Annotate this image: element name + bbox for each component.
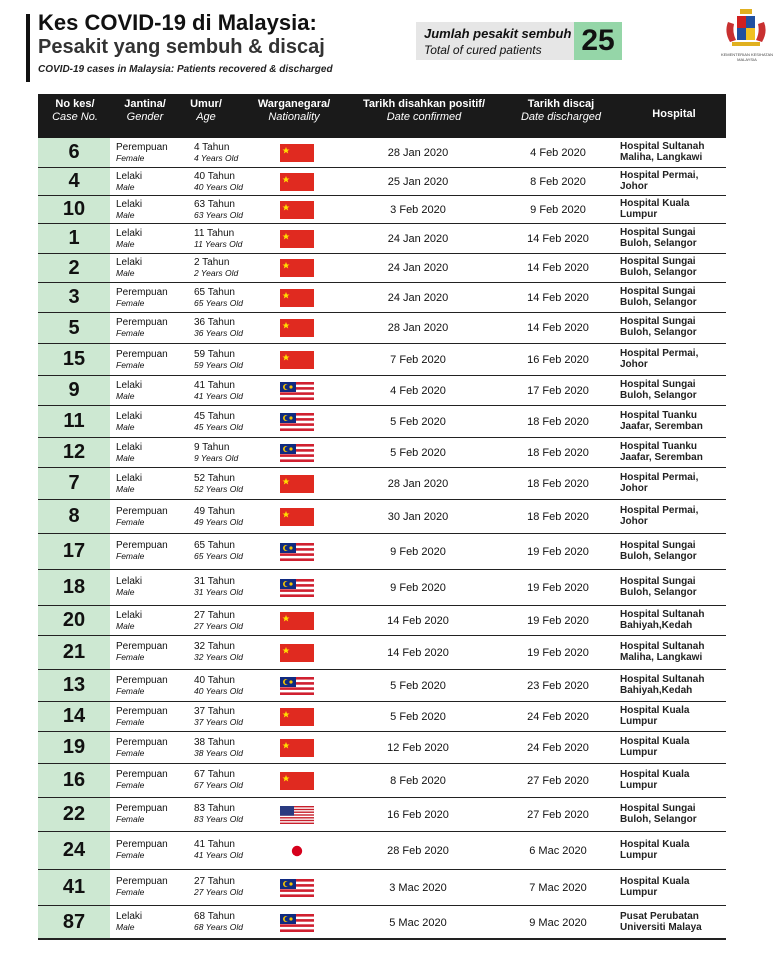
column-header-date-confirmed: Tarikh disahkan positif/ Date confirmed [362,98,486,123]
gender-cell: Perempuan Female [116,706,168,727]
gender-cell: Perempuan Female [116,317,168,338]
case-number: 18 [38,570,110,605]
case-number: 20 [38,606,110,635]
gender-cell: Perempuan Female [116,839,168,860]
date-discharged: 18 Feb 2020 [527,511,589,523]
china-flag-icon [280,259,314,277]
table-row [38,168,726,196]
hospital-cell: Pusat Perubatan Universiti Malaya [620,911,702,933]
date-confirmed: 25 Jan 2020 [387,176,449,188]
hospital-cell: Hospital Sultanah Maliha, Langkawi [620,141,705,163]
column-header-hospital: Hospital [652,108,696,120]
date-confirmed: 28 Feb 2020 [387,845,449,857]
hospital-cell: Hospital Kuala Lumpur [620,839,690,861]
hospital-cell: Hospital Tuanku Jaafar, Seremban [620,410,703,432]
date-discharged: 17 Feb 2020 [527,385,589,397]
age-cell: 40 Tahun 40 Years Old [194,675,243,696]
gender-cell: Perempuan Female [116,349,168,370]
table-row [38,138,726,168]
table-row [38,570,726,606]
hospital-cell: Hospital Kuala Lumpur [620,876,690,898]
age-cell: 67 Tahun 67 Years Old [194,769,243,790]
age-cell: 36 Tahun 36 Years Old [194,317,243,338]
china-flag-icon [280,319,314,337]
age-cell: 68 Tahun 68 Years Old [194,911,243,932]
china-flag-icon [280,230,314,248]
age-cell: 32 Tahun 32 Years Old [194,641,243,662]
hospital-cell: Hospital Kuala Lumpur [620,769,690,791]
date-confirmed: 5 Feb 2020 [390,711,446,723]
table-row [38,468,726,500]
date-discharged: 6 Mac 2020 [529,845,587,857]
age-cell: 49 Tahun 49 Years Old [194,506,243,527]
case-number: 24 [38,832,110,869]
cured-label-ms: Jumlah pesakit sembuh [424,26,572,41]
column-header-gender: Jantina/ Gender [124,98,166,123]
malaysia-flag-icon [280,543,314,561]
china-flag-icon [280,144,314,162]
hospital-cell: Hospital Permai, Johor [620,472,699,494]
case-number: 15 [38,344,110,375]
china-flag-icon [280,475,314,493]
date-discharged: 14 Feb 2020 [527,233,589,245]
china-flag-icon [280,644,314,662]
case-number: 22 [38,798,110,831]
china-flag-icon [280,289,314,307]
table-row [38,606,726,636]
malaysia-flag-icon [280,444,314,462]
case-table [38,138,726,940]
date-confirmed: 9 Feb 2020 [390,582,446,594]
date-discharged: 14 Feb 2020 [527,292,589,304]
gender-cell: Lelaki Male [116,411,143,432]
age-cell: 41 Tahun 41 Years Old [194,839,243,860]
hospital-cell: Hospital Permai, Johor [620,170,699,192]
column-header-case: No kes/ Case No. [52,98,98,123]
date-confirmed: 5 Mac 2020 [389,917,447,929]
gender-cell: Lelaki Male [116,199,143,220]
date-confirmed: 9 Feb 2020 [390,546,446,558]
age-cell: 2 Tahun 2 Years Old [194,257,239,278]
table-row [38,832,726,870]
hospital-cell: Hospital Sungai Buloh, Selangor [620,576,697,598]
case-number: 9 [38,376,110,405]
table-row [38,406,726,438]
age-cell: 4 Tahun 4 Years Old [194,142,239,163]
case-number: 19 [38,732,110,763]
age-cell: 9 Tahun 9 Years Old [194,442,239,463]
hospital-cell: Hospital Tuanku Jaafar, Seremban [620,441,703,463]
age-cell: 11 Tahun 11 Years Old [194,228,243,249]
hospital-cell: Hospital Sungai Buloh, Selangor [620,803,697,825]
malaysia-flag-icon [280,382,314,400]
date-confirmed: 12 Feb 2020 [387,742,449,754]
table-row [38,534,726,570]
china-flag-icon [280,772,314,790]
table-row [38,670,726,702]
hospital-cell: Hospital Sungai Buloh, Selangor [620,540,697,562]
age-cell: 41 Tahun 41 Years Old [194,380,243,401]
table-row [38,283,726,313]
case-number: 17 [38,534,110,569]
date-discharged: 9 Mac 2020 [529,917,587,929]
table-row [38,702,726,732]
date-confirmed: 8 Feb 2020 [390,775,446,787]
hospital-cell: Hospital Sungai Buloh, Selangor [620,379,697,401]
date-discharged: 24 Feb 2020 [527,711,589,723]
table-row [38,636,726,670]
gender-cell: Lelaki Male [116,228,143,249]
china-flag-icon [280,708,314,726]
title-bar-decoration [26,14,30,82]
hospital-cell: Hospital Sungai Buloh, Selangor [620,256,697,278]
date-discharged: 24 Feb 2020 [527,742,589,754]
page-title: Kes COVID-19 di Malaysia: [38,10,317,35]
japan-flag-icon [280,842,314,860]
date-confirmed: 30 Jan 2020 [387,511,449,523]
china-flag-icon [280,351,314,369]
date-confirmed: 7 Feb 2020 [390,354,446,366]
gender-cell: Lelaki Male [116,576,143,597]
date-discharged: 7 Mac 2020 [529,882,587,894]
age-cell: 63 Tahun 63 Years Old [194,199,243,220]
table-row [38,798,726,832]
gender-cell: Lelaki Male [116,380,143,401]
date-confirmed: 4 Feb 2020 [390,385,446,397]
case-number: 1 [38,224,110,253]
age-cell: 31 Tahun 31 Years Old [194,576,243,597]
gender-cell: Perempuan Female [116,803,168,824]
hospital-cell: Hospital Permai, Johor [620,505,699,527]
table-row [38,224,726,254]
table-row [38,196,726,224]
gender-cell: Perempuan Female [116,876,168,897]
malaysia-flag-icon [280,914,314,932]
hospital-cell: Hospital Sungai Buloh, Selangor [620,227,697,249]
age-cell: 40 Tahun 40 Years Old [194,171,243,192]
age-cell: 65 Tahun 65 Years Old [194,287,243,308]
date-discharged: 18 Feb 2020 [527,447,589,459]
gender-cell: Perempuan Female [116,769,168,790]
age-cell: 27 Tahun 27 Years Old [194,876,243,897]
table-row [38,438,726,468]
date-confirmed: 24 Jan 2020 [387,233,449,245]
date-discharged: 19 Feb 2020 [527,647,589,659]
date-confirmed: 5 Feb 2020 [390,680,446,692]
table-row [38,254,726,283]
hospital-cell: Hospital Kuala Lumpur [620,198,690,220]
case-number: 3 [38,283,110,312]
cured-label-en: Total of cured patients [424,43,542,57]
date-discharged: 19 Feb 2020 [527,582,589,594]
gender-cell: Perempuan Female [116,287,168,308]
case-number: 41 [38,870,110,905]
table-row [38,500,726,534]
date-confirmed: 14 Feb 2020 [387,647,449,659]
date-discharged: 18 Feb 2020 [527,416,589,428]
hospital-cell: Hospital Kuala Lumpur [620,705,690,727]
age-cell: 83 Tahun 83 Years Old [194,803,243,824]
case-number: 7 [38,468,110,499]
table-row [38,313,726,344]
date-discharged: 16 Feb 2020 [527,354,589,366]
date-confirmed: 3 Mac 2020 [389,882,447,894]
table-header [38,94,726,138]
case-number: 4 [38,168,110,195]
case-number: 13 [38,670,110,701]
date-confirmed: 3 Feb 2020 [390,204,446,216]
case-number: 12 [38,438,110,467]
age-cell: 27 Tahun 27 Years Old [194,610,243,631]
date-discharged: 4 Feb 2020 [530,147,586,159]
table-row [38,732,726,764]
case-number: 16 [38,764,110,797]
case-number: 11 [38,406,110,437]
header [0,0,784,92]
gender-cell: Perempuan Female [116,675,168,696]
ministry-crest-icon [722,8,770,48]
hospital-cell: Hospital Sultanah Bahiyah,Kedah [620,609,705,631]
gender-cell: Perempuan Female [116,641,168,662]
gender-cell: Perempuan Female [116,737,168,758]
hospital-cell: Hospital Sultanah Maliha, Langkawi [620,641,705,663]
date-discharged: 9 Feb 2020 [530,204,586,216]
english-subtitle: COVID-19 cases in Malaysia: Patients recovered & discharged [38,64,333,75]
age-cell: 59 Tahun 59 Years Old [194,349,243,370]
date-confirmed: 24 Jan 2020 [387,262,449,274]
date-confirmed: 28 Jan 2020 [387,322,449,334]
gender-cell: Lelaki Male [116,257,143,278]
table-row [38,344,726,376]
date-confirmed: 24 Jan 2020 [387,292,449,304]
gender-cell: Lelaki Male [116,473,143,494]
date-discharged: 27 Feb 2020 [527,809,589,821]
table-row [38,376,726,406]
china-flag-icon [280,201,314,219]
date-confirmed: 5 Feb 2020 [390,447,446,459]
case-number: 87 [38,906,110,938]
date-discharged: 18 Feb 2020 [527,478,589,490]
date-discharged: 19 Feb 2020 [527,546,589,558]
malaysia-flag-icon [280,677,314,695]
case-number: 5 [38,313,110,343]
case-number: 10 [38,196,110,223]
age-cell: 52 Tahun 52 Years Old [194,473,243,494]
case-number: 8 [38,500,110,533]
gender-cell: Perempuan Female [116,506,168,527]
gender-cell: Perempuan Female [116,142,168,163]
china-flag-icon [280,612,314,630]
cured-total-box [416,22,622,60]
date-confirmed: 14 Feb 2020 [387,615,449,627]
age-cell: 45 Tahun 45 Years Old [194,411,243,432]
date-confirmed: 5 Feb 2020 [390,416,446,428]
china-flag-icon [280,173,314,191]
table-row [38,870,726,906]
column-header-nationality: Warganegara/ Nationality [257,98,331,123]
date-confirmed: 28 Jan 2020 [387,478,449,490]
case-number: 14 [38,702,110,731]
gender-cell: Lelaki Male [116,911,143,932]
hospital-cell: Hospital Permai, Johor [620,348,699,370]
case-number: 6 [38,138,110,167]
date-confirmed: 16 Feb 2020 [387,809,449,821]
column-header-date-discharged: Tarikh discaj Date discharged [520,98,602,123]
date-confirmed: 28 Jan 2020 [387,147,449,159]
date-discharged: 23 Feb 2020 [527,680,589,692]
table-row [38,906,726,940]
gender-cell: Lelaki Male [116,610,143,631]
age-cell: 38 Tahun 38 Years Old [194,737,243,758]
gender-cell: Lelaki Male [116,171,143,192]
case-number: 21 [38,636,110,669]
page-subtitle: Pesakit yang sembuh & discaj [38,36,325,58]
date-discharged: 27 Feb 2020 [527,775,589,787]
date-discharged: 14 Feb 2020 [527,322,589,334]
age-cell: 65 Tahun 65 Years Old [194,540,243,561]
malaysia-flag-icon [280,879,314,897]
age-cell: 37 Tahun 37 Years Old [194,706,243,727]
ministry-label: KEMENTERIAN KESIHATAN MALAYSIA [720,52,774,62]
case-number: 2 [38,254,110,282]
hospital-cell: Hospital Sungai Buloh, Selangor [620,316,697,338]
hospital-cell: Hospital Sultanah Bahiyah,Kedah [620,674,705,696]
table-row [38,764,726,798]
column-header-age: Umur/ Age [190,98,222,123]
china-flag-icon [280,739,314,757]
cured-total: 25 [574,22,622,60]
hospital-cell: Hospital Sungai Buloh, Selangor [620,286,697,308]
date-discharged: 8 Feb 2020 [530,176,586,188]
gender-cell: Lelaki Male [116,442,143,463]
malaysia-flag-icon [280,579,314,597]
malaysia-flag-icon [280,413,314,431]
usa-flag-icon [280,806,314,824]
hospital-cell: Hospital Kuala Lumpur [620,736,690,758]
date-discharged: 14 Feb 2020 [527,262,589,274]
date-discharged: 19 Feb 2020 [527,615,589,627]
gender-cell: Perempuan Female [116,540,168,561]
china-flag-icon [280,508,314,526]
